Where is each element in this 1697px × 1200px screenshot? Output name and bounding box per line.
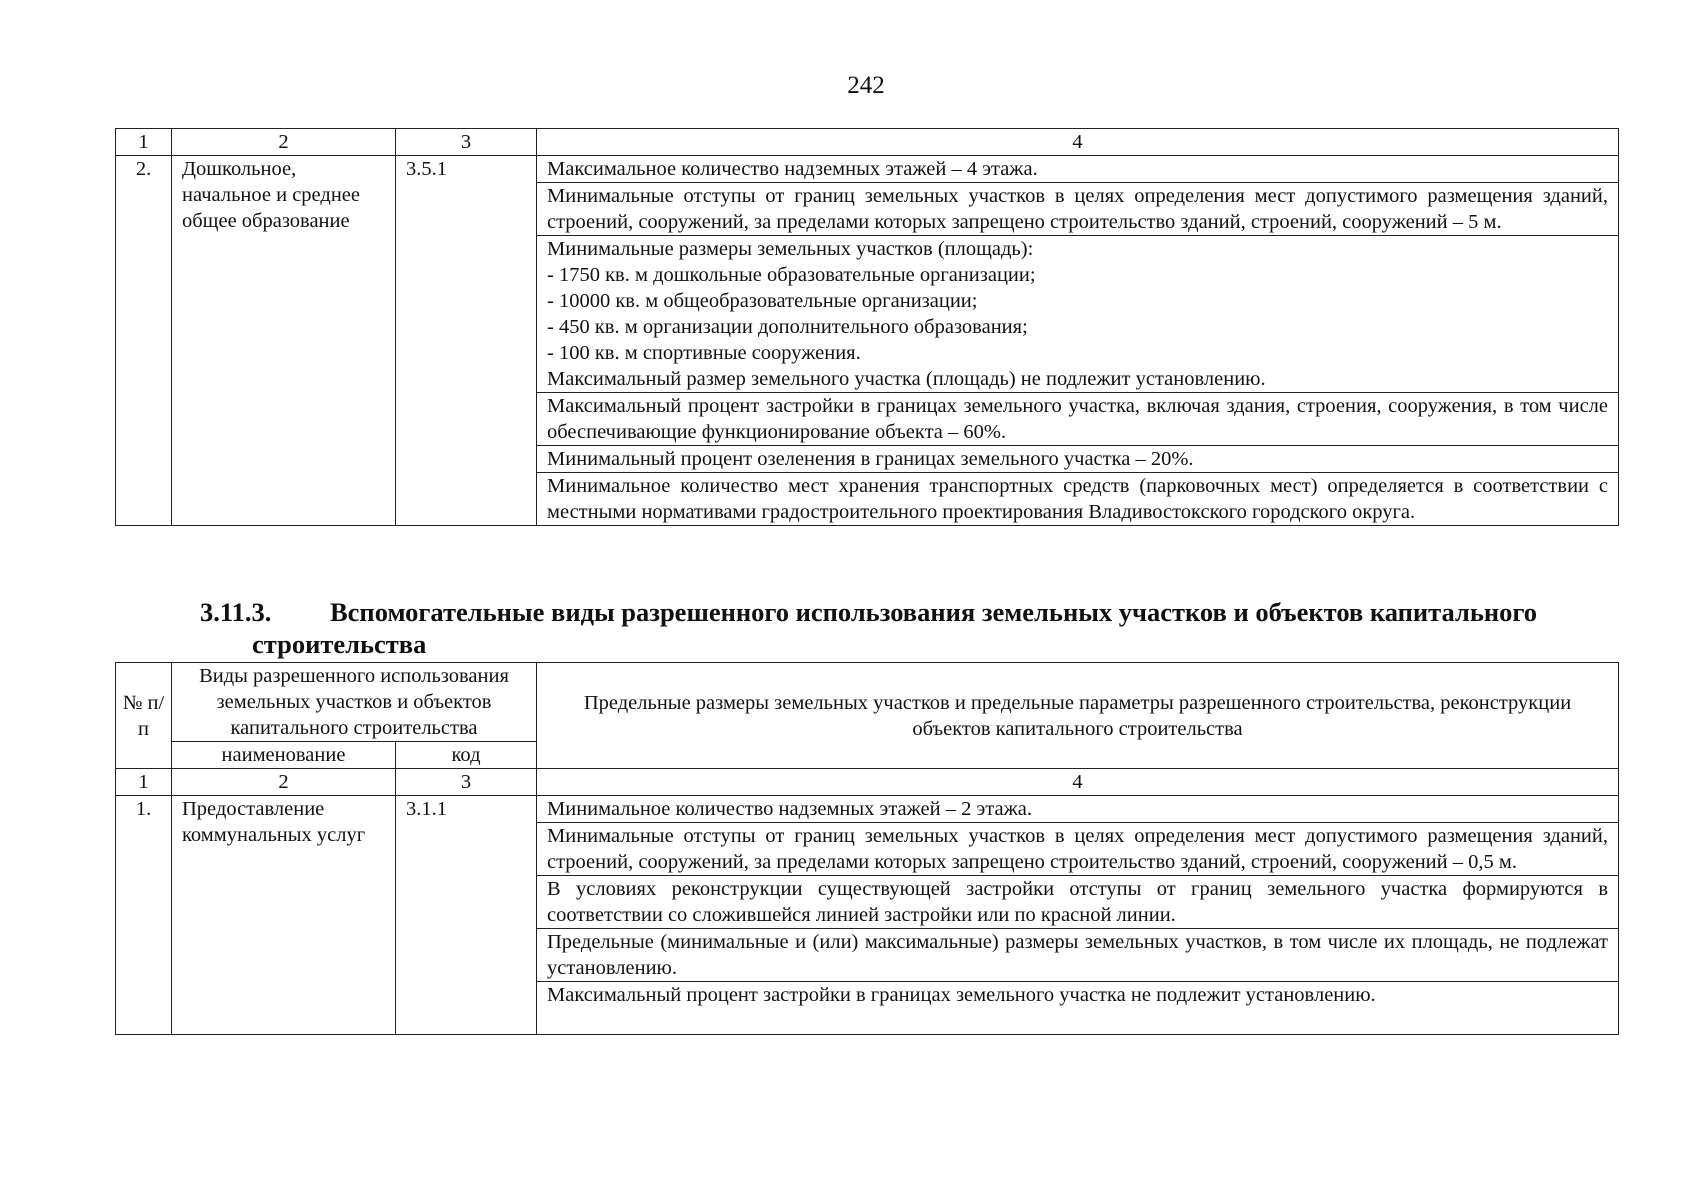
column-number: 4 xyxy=(537,769,1619,796)
param-line: - 450 кв. м организации дополнительного образования; xyxy=(547,316,1028,338)
param-line: - 100 кв. м спортивные сооружения. xyxy=(547,342,861,364)
param-build-percent: Максимальный процент застройки в границах земельного участка не подлежит установлению. xyxy=(537,982,1619,1035)
section-title-line2: строительства xyxy=(252,629,427,659)
column-number: 1 xyxy=(116,769,172,796)
column-number: 4 xyxy=(537,129,1619,156)
header-name-sub: наименование xyxy=(172,742,396,769)
section-title-line1: Вспомогательные виды разрешенного использования земельных участков и объектов капитального xyxy=(330,597,1538,627)
column-number: 3 xyxy=(396,769,537,796)
page-number: 242 xyxy=(847,72,885,99)
header-limits-col: Предельные размеры земельных участков и предельные параметры разрешенного строительства, реконструкции объектов капитального строительства xyxy=(537,663,1619,769)
param-greening: Минимальный процент озеленения в границах земельного участка – 20%. xyxy=(537,446,1619,473)
table-row xyxy=(116,796,1619,823)
row-number: 2. xyxy=(116,156,172,526)
table-auxiliary-uses xyxy=(115,768,1619,1035)
table-main-uses-continuation xyxy=(115,128,1619,526)
param-build-percent: Максимальный процент застройки в границах земельного участка, включая здания, строения, сооружения, в том числе обеспечивающие функционирование объекта – 60%. xyxy=(537,393,1619,446)
param-setbacks: Минимальные отступы от границ земельных участков в целях определения мест допустимого размещения зданий, строений, сооружений, за пределами которых запрещено строительство зданий, строений, сооружений – 0,5 м. xyxy=(537,823,1619,876)
param-plot-limits: Предельные (минимальные и (или) максимальные) размеры земельных участков, в том числе их площадь, не подлежат установлению. xyxy=(537,929,1619,982)
param-max-floors: Максимальное количество надземных этажей – 4 этажа. xyxy=(537,156,1619,183)
use-code: 3.5.1 xyxy=(396,156,537,526)
param-line: - 10000 кв. м общеобразовательные организации; xyxy=(547,290,978,312)
section-heading xyxy=(200,596,1620,660)
param-max-floors: Минимальное количество надземных этажей – 2 этажа. xyxy=(537,796,1619,823)
table-row xyxy=(116,156,1619,183)
param-parking: Минимальное количество мест хранения транспортных средств (парковочных мест) определяется в соответствии с местными нормативами градостроительного проектирования Владивостокского городского округа. xyxy=(537,473,1619,526)
param-line: - 1750 кв. м дошкольные образовательные организации; xyxy=(547,264,1036,286)
header-row xyxy=(116,663,1619,742)
section-number: 3.11.3. xyxy=(200,597,272,627)
header-num-col: № п/п xyxy=(116,663,172,769)
column-number: 1 xyxy=(116,129,172,156)
use-code: 3.1.1 xyxy=(396,796,537,1035)
table-header xyxy=(115,662,1619,769)
column-number: 2 xyxy=(172,129,396,156)
param-setbacks: Минимальные отступы от границ земельных участков в целях определения мест допустимого размещения зданий, строений, сооружений, за пределами которых запрещено строительство зданий, строений, сооружений – 5 м. xyxy=(537,183,1619,236)
param-line: Максимальный размер земельного участка (площадь) не подлежит установлению. xyxy=(547,368,1266,390)
param-line: Минимальные размеры земельных участков (площадь): xyxy=(547,238,1034,260)
param-plot-sizes xyxy=(537,236,1619,393)
header-code-sub: код xyxy=(396,742,537,769)
column-number-row xyxy=(116,129,1619,156)
use-name: Предоставление коммунальных услуг xyxy=(172,796,396,1035)
use-name: Дошкольное, начальное и среднее общее образование xyxy=(172,156,396,526)
column-number: 3 xyxy=(396,129,537,156)
column-number-row xyxy=(116,769,1619,796)
header-types-col: Виды разрешенного использования земельных участков и объектов капитального строительства xyxy=(172,663,537,742)
column-number: 2 xyxy=(172,769,396,796)
param-reconstruction: В условиях реконструкции существующей застройки отступы от границ земельного участка формируются в соответствии со сложившейся линией застройки или по красной линии. xyxy=(537,876,1619,929)
row-number: 1. xyxy=(116,796,172,1035)
